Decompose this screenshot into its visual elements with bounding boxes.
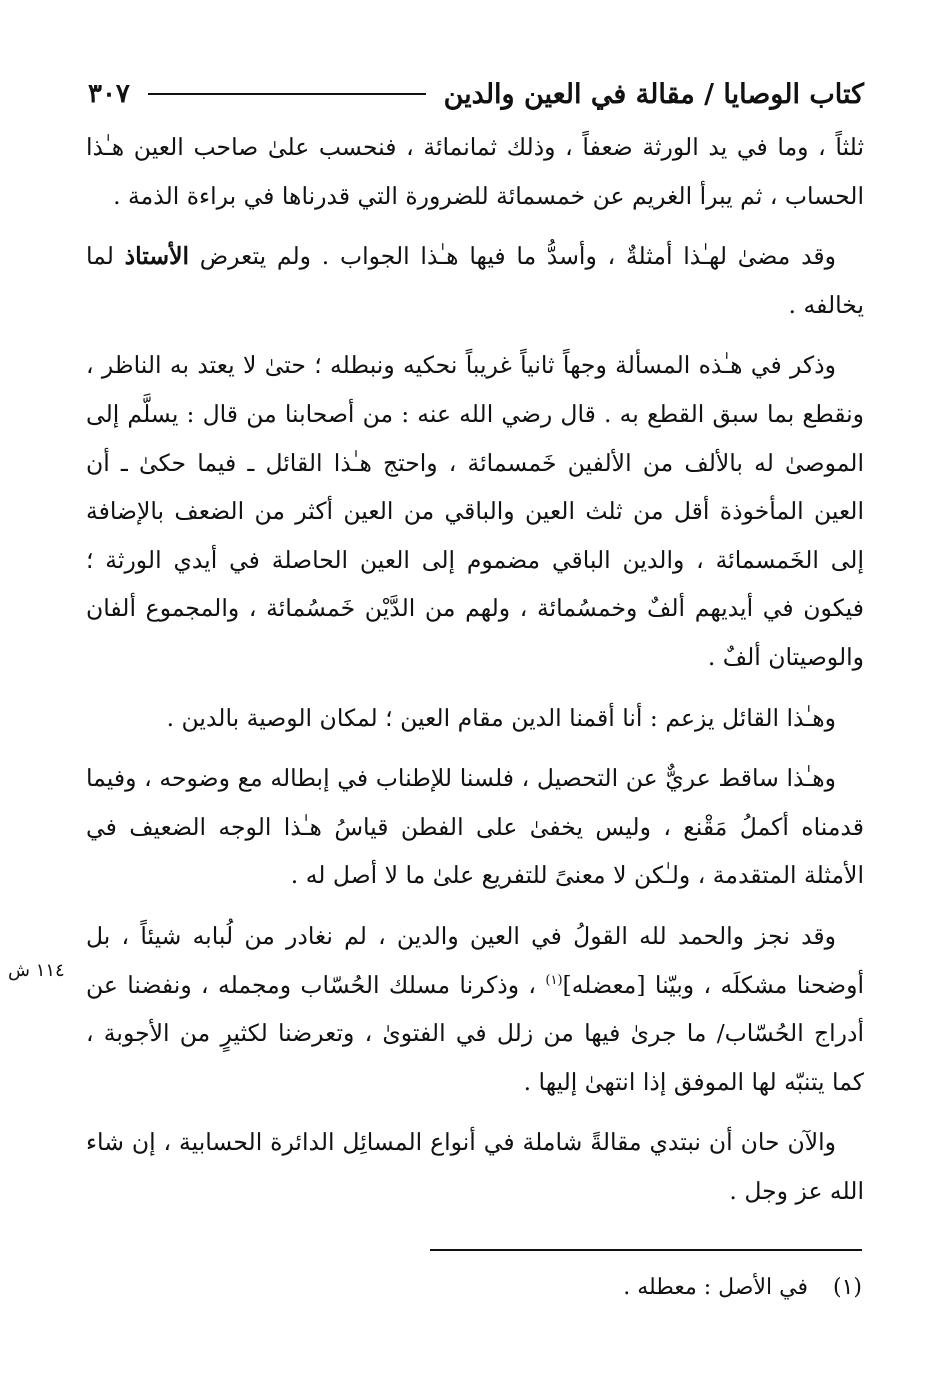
footnote — [86, 1275, 862, 1300]
main-text — [86, 123, 864, 1227]
paragraph-5: وهـٰذا ساقط عريٌّ عن التحصيل ، فلسنا للإطناب في إبطاله مع وضوحه ، وفيما قدمناه أكملُ مَقْنع ، وليس يخفىٰ على الفطن قياسُ هـٰذا الوجه الضعيف في الأمثلة المتقدمة ، ولـٰكن لا معنىً للتفريع علىٰ ما لا أصل له . — [86, 764, 864, 890]
page-number: ٣٠٧ — [88, 79, 130, 109]
paragraph-4: وهـٰذا القائل يزعم : أنا أقمنا الدين مقام العين ؛ لمكان الوصية بالدين . — [166, 703, 836, 732]
paragraph-2-end: لما يخالفه . — [86, 242, 864, 319]
paragraph-2-start: وقد مضىٰ لهـٰذا أمثلةٌ ، وأسدُّ ما فيها هـٰذا الجواب . ولم يتعرض — [189, 242, 836, 271]
footnote-ref[interactable]: (١) — [545, 972, 563, 988]
footnote-rule — [430, 1249, 862, 1251]
paragraph-6 — [86, 912, 864, 1106]
paragraph-1: ثلثاً ، وما في يد الورثة ضعفاً ، وذلك ثمانمائة ، فنحسب علىٰ صاحب العين هـٰذا الحساب ، ثم يبرأ الغريم عن خمسمائة للضرورة التي قدرناها في براءة الذمة . — [86, 133, 864, 210]
paragraph-3: وذكر في هـٰذه المسألة وجهاً ثانياً غريباً نحكيه ونبطله ؛ حتىٰ لا يعتد به الناظر ، ونقطع بما سبق القطع به . قال رضي الله عنه : من أصحابنا من قال : يسلَّم إلى الموصىٰ له بالألف من الألفين خَمسمائة ، واحتج هـٰذا القائل ـ فيما حكىٰ ـ أن العين المأخوذة أقل من ثلث العين والباقي من العين أكثر من الضعف بالإضافة إلى الخَمسمائة ، والدين الباقي مضموم إلى العين الحاصلة في أيدي الورثة ؛ فيكون في أيديهم ألفٌ وخمسُمائة ، ولهم من الدَّيْن خَمسُمائة ، والمجموع ألفان والوصيتان ألفٌ . — [86, 351, 864, 671]
paragraph-2 — [86, 232, 864, 329]
footnote-number: (١) — [832, 1275, 862, 1300]
paragraph-6-start: وقد نجز والحمد لله القولُ في العين والدين ، لم نغادر من لُبابه شيئاً ، بل أوضحنا مشكلَه ، وبيّنا [معضله] — [86, 921, 864, 999]
running-header — [88, 72, 864, 116]
header-rule — [148, 93, 426, 95]
paragraph-6-end: ، وذكرنا مسلك الحُسّاب ومجمله ، ونفضنا عن أدراج الحُسّاب/ ما جرىٰ فيها من زلل في الفتوىٰ ، وتعرضنا لكثيرٍ من الأجوبة ، كما يتنبّه لها الموفق إذا انتهىٰ إليها . — [86, 970, 864, 1096]
margin-note: ١١٤ ش — [8, 960, 65, 981]
paragraph-7: والآن حان أن نبتدي مقالةً شاملة في أنواع المسائِل الدائرة الحسابية ، إن شاء الله عز وجل . — [86, 1128, 864, 1205]
footnote-text: في الأصل : معطله . — [623, 1275, 808, 1300]
header-title: كتاب الوصايا / مقالة في العين والدين — [443, 78, 864, 110]
paragraph-2-bold: الأستاذ — [124, 242, 190, 271]
